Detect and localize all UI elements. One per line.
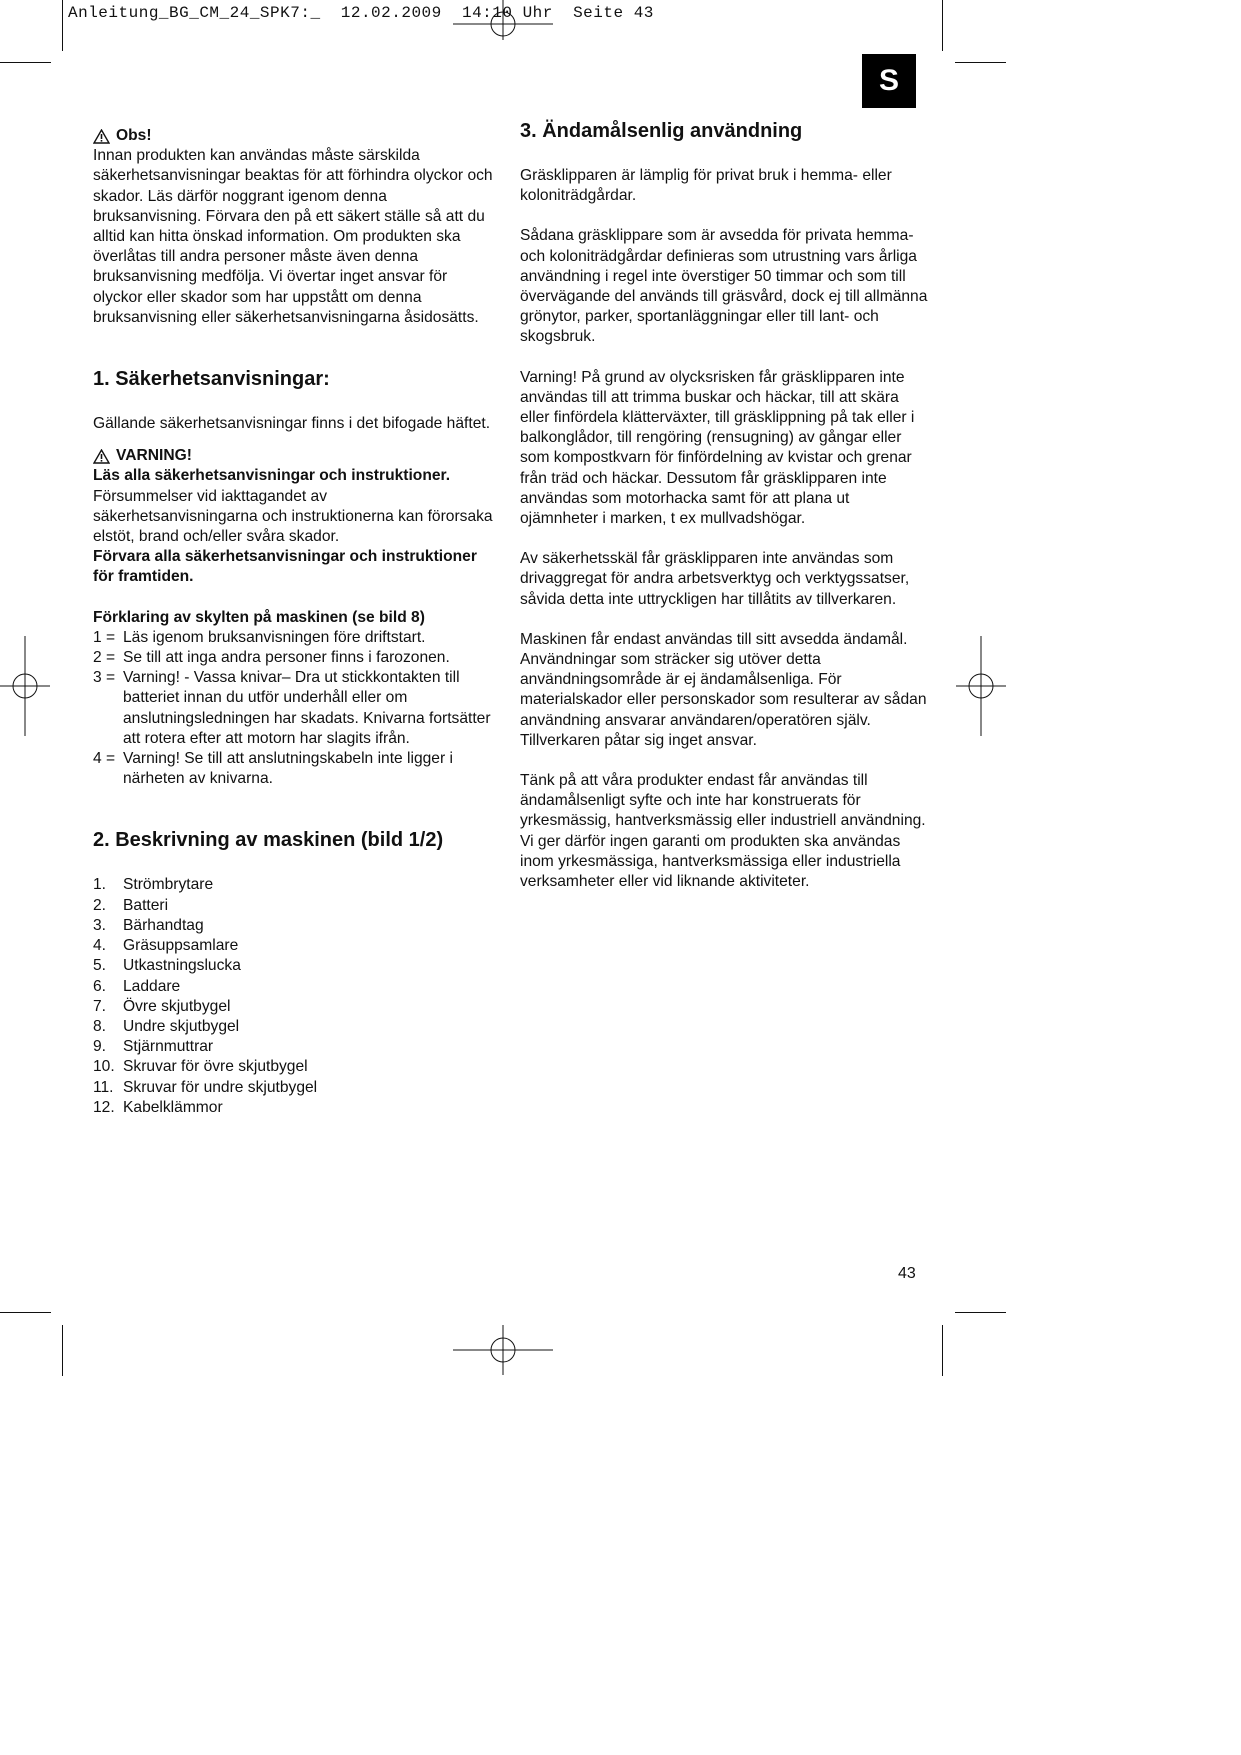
obs-title-line	[93, 126, 493, 146]
warning-title: VARNING!	[116, 447, 192, 465]
section3-paragraph: Maskinen får endast användas till sitt avsedda ändamål. Användningar som sträcker sig utöver detta användningsområde är ej ändamålsenliga. För materialskador eller personskador som resulterar av sådan användning ansvarar användaren/operatören själv. Tillverkaren påtar sig inget ansvar.	[520, 630, 927, 749]
list-item: 4 = Varning! Se till att anslutningskabeln inte ligger i närheten av knivarna.	[93, 750, 453, 788]
list-item: 2 = Se till att inga andra personer finns i farozonen.	[93, 649, 450, 667]
registration-mark-icon	[453, 0, 553, 40]
list-item: 12. Kabelklämmor	[93, 1098, 223, 1116]
section1-heading: 1. Säkerhetsanvisningar:	[93, 368, 330, 391]
crop-mark	[62, 0, 63, 51]
list-item: 2. Batteri	[93, 896, 169, 914]
crop-mark	[955, 1312, 1006, 1313]
section1-intro: Gällande säkerhetsanvisningar finns i det bifogade häftet.	[93, 415, 491, 433]
signs-heading: Förklaring av skylten på maskinen (se bild 8)	[93, 608, 425, 626]
parts-list	[93, 875, 493, 1117]
crop-mark	[955, 62, 1006, 63]
list-item: 9. Stjärnmuttrar	[93, 1038, 214, 1056]
list-item: 4. Gräsuppsamlare	[93, 937, 239, 955]
section3-heading: 3. Ändamålsenlig användning	[520, 120, 803, 142]
crop-mark	[0, 1312, 51, 1313]
section3-paragraph: Varning! På grund av olycksrisken får gräsklipparen inte användas till att trimma buskar och häckar, till att skära eller finfördela klätterväxter, till gräsklippning på tak eller i balkonglådor, till rengöring (rensugning) av gångar eller som kompostkvarn för finfördelning av kvistar och grenar från träd och häckar. Dessutom får gräsklipparen inte användas som motorhacka samt för att plana ut ojämnheter i marken, t ex mullvadshögar.	[520, 368, 915, 528]
crop-mark	[62, 1325, 63, 1376]
list-item: 1. Strömbrytare	[93, 876, 214, 894]
registration-mark-icon	[0, 636, 50, 736]
warning-bold-keep: Förvara alla säkerhetsanvisningar och instruktioner för framtiden.	[93, 548, 477, 586]
warning-bold-read: Läs alla säkerhetsanvisningar och instruktioner.	[93, 467, 451, 485]
left-column	[93, 118, 493, 1118]
list-item: 1 = Läs igenom bruksanvisningen före driftstart.	[93, 628, 426, 646]
list-item: 3. Bärhandtag	[93, 916, 204, 934]
right-column	[520, 118, 930, 892]
crop-mark	[942, 0, 943, 51]
list-item: 5. Utkastningslucka	[93, 957, 241, 975]
warning-title-line	[93, 446, 493, 466]
section3-paragraph: Gräsklipparen är lämplig för privat bruk i hemma- eller koloniträdgårdar.	[520, 167, 892, 205]
crop-mark	[942, 1325, 943, 1376]
warning-triangle-icon	[93, 449, 110, 464]
list-item: 6. Laddare	[93, 977, 181, 995]
section3-paragraph: Tänk på att våra produkter endast får användas till ändamålsenligt syfte och inte har konstruerats för yrkesmässig, hantverksmässig eller industriell användning. Vi ger därför ingen garanti om produkten ska användas inom yrkesmässiga, hantverksmässiga eller industriella verksamheter eller vid liknande aktiviteter.	[520, 772, 926, 891]
list-item: 3 = Varning! - Vassa knivar– Dra ut stickkontakten till batteriet innan du utför underhåll eller om anslutningsledningen har skadats. Knivarna fortsätter att rotera efter att motorn har slagits ifrån.	[93, 669, 491, 747]
language-tab: S	[862, 54, 916, 108]
list-item: 11. Skruvar för undre skjutbygel	[93, 1078, 318, 1096]
list-item: 8. Undre skjutbygel	[93, 1017, 240, 1035]
list-item: 10. Skruvar för övre skjutbygel	[93, 1058, 308, 1076]
registration-mark-icon	[956, 636, 1006, 736]
warning-text: Försummelser vid iakttagandet av säkerhetsanvisningarna och instruktionerna kan förorsaka elstöt, brand och/eller svåra skador.	[93, 487, 493, 546]
obs-title: Obs!	[116, 127, 152, 144]
page-number: 43	[898, 1265, 916, 1282]
warning-triangle-icon	[93, 129, 110, 144]
section3-paragraph: Av säkerhetsskäl får gräsklipparen inte användas som drivaggregat för andra arbetsverktyg och verktygssatser, såvida detta inte uttryckligen har tillåtits av tillverkaren.	[520, 550, 910, 608]
print-slug: Anleitung_BG_CM_24_SPK7:_ 12.02.2009 14:10 Uhr Seite 43	[68, 4, 654, 22]
crop-mark	[0, 62, 51, 63]
section2-heading: 2. Beskrivning av maskinen (bild 1/2)	[93, 829, 444, 852]
section3-paragraph: Sådana gräsklippare som är avsedda för privata hemma- och koloniträdgårdar definieras som utrustning vars årliga användning i regel inte överstiger 50 timmar och som till övervägande del används till gräsvård, dock ej till allmänna grönytor, parker, sportanläggningar eller till lant- och skogsbruk.	[520, 227, 928, 346]
signs-list	[93, 628, 493, 790]
obs-text: Innan produkten kan användas måste särskilda säkerhetsanvisningar beaktas för att förhindra olyckor och skador. Läs därför noggrant igenom denna bruksanvisning. Förvara den på ett säkert ställe så att du alltid kan hitta önskad information. Om produkten ska överlåtas till andra personer måste även denna bruksanvisning medfölja. Vi övertar inget ansvar för olyckor eller skador som har uppstått om denna bruksanvisning eller säkerhetsanvisningarna åsidosätts.	[93, 147, 493, 326]
registration-mark-icon	[453, 1325, 553, 1375]
list-item: 7. Övre skjutbygel	[93, 997, 231, 1015]
